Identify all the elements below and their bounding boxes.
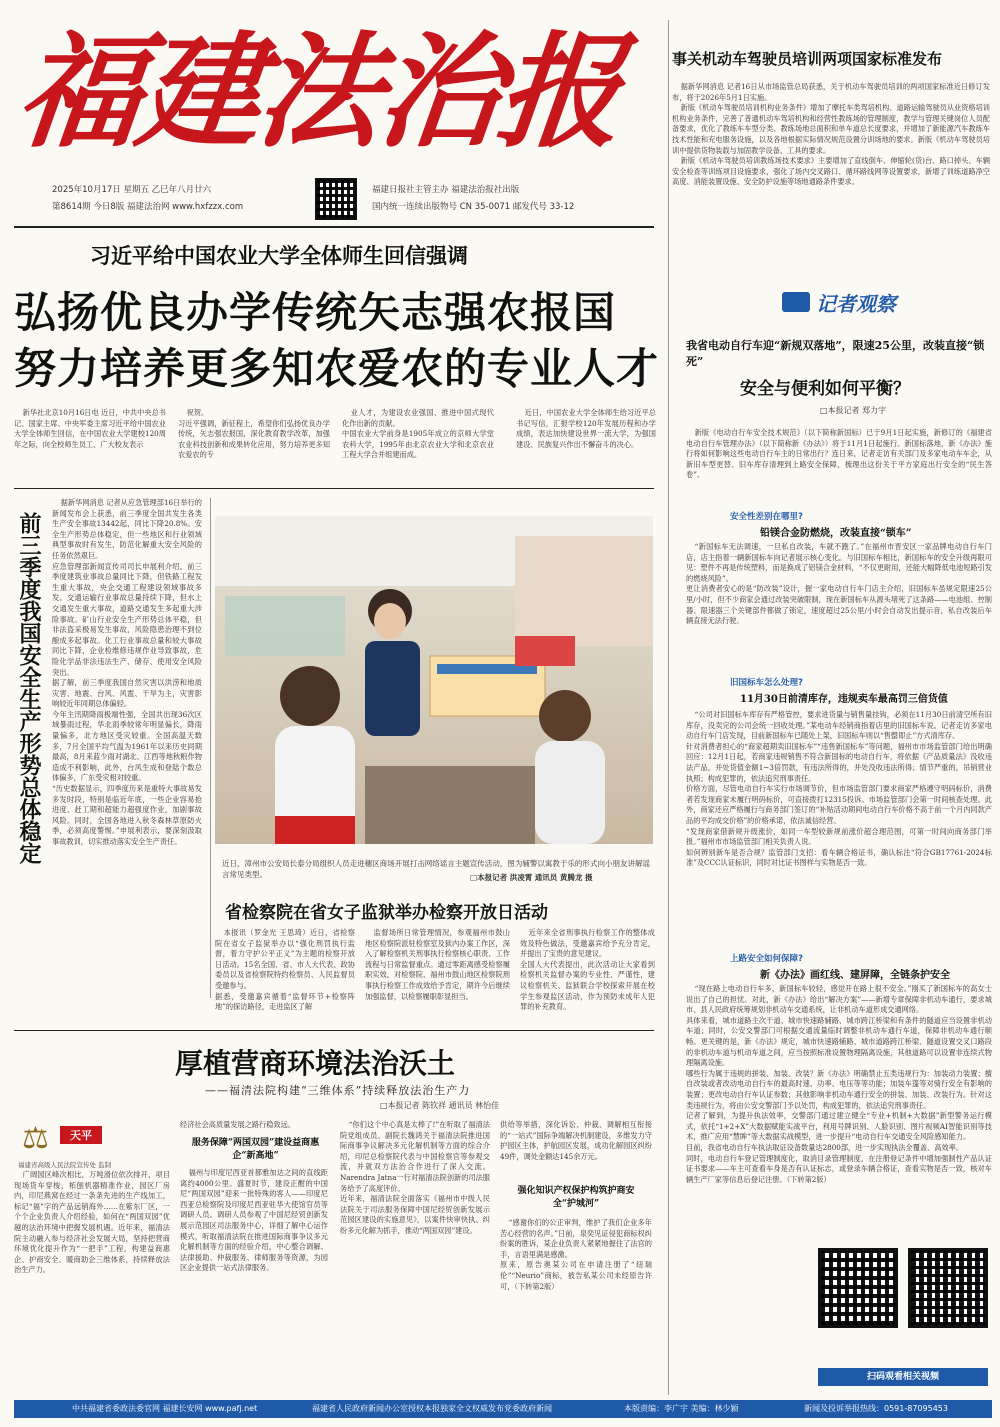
footer-item-hotline: 新闻及投诉举报热线：0591-87095453: [804, 1404, 948, 1413]
procuratorate-col2: 监督场所日常管理情况，参观福州市鼓山地区检察院派驻检察室及狱内办案工作区，深入了解检察机关刑事执行检察核心职责、工作流程与日常监督重点。通过零距离感受检察履职实效，对检察院、福州市鼓山地区检察院刑事执行检察工作成效给予肯定，期许今后继续加强监督，以检察履职彰显担当。: [365, 928, 510, 1001]
procuratorate-col1: 本报讯（罗金光 王思琦）近日，省检察院在省女子监狱举办以“强化刑罚执行监督，着力守护公平正义”为主题的检察开放日活动。15名全国、省、市人大代表、政协委员以及省检察院特约检察员、人民监督员受邀参与。 据悉，受邀嘉宾循着“监督环节+检察阵地”的探访路径，走进监区了解: [215, 928, 355, 1012]
masthead-serial: 国内统一连续出版物号 CN 35-0071 邮发代号 33-12: [372, 202, 575, 212]
safety-body: 据新华网消息 记者从应急管理部16日举行的新闻发布会上获悉，前三季度全国共发生各类生产安全事故13442起，同比下降20.8%。安全生产形势总体稳定，但一些地区和行业领域典型事故时有发生，防范化解重大安全风险的任务依然艰巨。 应急管理部新闻宣传司司长申展利介绍，前三季度建筑业事故总量同比下降，但铁路工程发生重大事故，央企交通工程建设领域事故多发。交通运输行业事故总量持续下降，但水上交通发生重大事故，道路交通发生多起重大涉险事故。矿山行业安全生产形势总体平稳，但非法盗采极易发生事故，风险隐患治理不到位酿成多起事故。化工行业事故总量和较大事故同比下降，企业检维修违规作业导致事故，危险化学品非法违法生产、储存、使用安全风险突出。 据了解，前三季度我国自然灾害以洪涝和地质灾害、地震、台风、风雹、干旱为主，灾害影响较近年同期总体偏轻。 今年主汛期降雨极端性强，全国共出现36次区域暴雨过程，华北雨季较常年明显偏长，降雨量偏多，北方地区受灾较重。全国高温天数多，7月全国平均气温为1961年以来历史同期最高，8月来蓝少雨对湖北、江西等地秋粮作物造成不利影响，此外，台风生成和登陆个数总体偏多，广东受灾相对较重。 “历史数据显示，四季度历来是重特大事故易发多发时段，特别是临近年底，一些企业容易抢进度、赶工期和超能力超强度作业，加剧事故风险。同时，全国各地进入秋冬森林草原防火季，必须高度警惕。”申展利表示，要深刻汲取事故教训，切实推动落实安全生产责任。: [52, 498, 202, 846]
q1-body: “新国标车无法调速，一旦私自改装，车就不跑了。”在福州市晋安区一家品牌电动自行车门店，店主指着一辆新国标车向记者展示核心变化。与旧国标车相比，新国标车的安全升级再限可见：塑件不再是传统塑料，而是换成了铝镁合金材料，“不仅更耐用，还能大幅降低电池短路引发的燃烧风险”。 更让消费者安心的是“防改装”设计，握一家电动自行车门店主介绍，旧国标车虽规定限速25公里/小时，但不少商家会通过改装突破限制，现在新国标车从源头堵死了这条路——电池组、控制器、限速器三个关键部件都做了锁定，速度超过25公里/小时会自动发出提示音，私自改装后车辆直接无法行驶。: [686, 542, 992, 626]
masthead-title: 福建法治报: [10, 20, 626, 165]
reporter-lead-line: 我省电动自行车迎“新规双落地”，限速25公里，改装直接“锁死”: [686, 339, 985, 368]
masthead-rule: [14, 226, 654, 228]
lead-title-line1: 弘扬优良办学传统矢志强农报国: [14, 288, 617, 337]
top-right-body: 据新华网消息 记者16日从市场监管总局获悉，关于机动车驾驶员培训的两项国家标准近日修订发布，将于2026年5月1日实施。 新版《机动车驾驶员培训机构业务条件》增加了摩托车类驾培机构、道路运输驾驶员从业资格培训机构业务条件，完善了普通机动车驾培机构和经营性教练场的管理制度，教学与管理关键岗位人员配备要求，优化了教练车车型分类、教练场地总面积和单车道总长度要求，并增加了新能源汽车教练车技术性能和充电服务设施，以及各地根据实际情况规范设置分训场地的要求。新版《机动车驾驶员培训中提供货物装载与加固教学设备、工具的要求。 新版《机动车驾驶员培训教练场技术要求》主要增加了直线倒车、伸缩轮(货)台、路口掉头、车辆安全检查等训练项目设施要求，强化了场内交叉路口、循环路线网等设置要求，新增了训练道路净空高度、消能装置设施、安全防护设施等场地通路条件要求。: [672, 82, 990, 187]
reporter-credit: □本报记者 郑力宇: [820, 406, 887, 415]
section-rule-mid: [14, 1030, 654, 1031]
top-right-headline: 事关机动车驾驶员培训两项国家标准发布: [672, 50, 943, 68]
tianping-label: 天平: [60, 1126, 102, 1144]
business-sub1: 服务保障“两国双园”建设益商惠企“新高地”: [191, 1138, 320, 1161]
lead-col1: 新华社北京10月16日电 近日，中共中央总书记、国家主席、中央军委主席习近平给中国农业大学全体师生回信，在中国农业大学建校120周年之际，向全校师生员工、广大校友表示: [14, 408, 166, 449]
procuratorate-headline: 省检察院在省女子监狱举办检察开放日活动: [225, 903, 548, 923]
business-col3: 供给等举措，深化诉讼、仲裁、调解相互衔接的“一站式”国际争端解决机制建设，多维发力守护园区主体，护航园区发展，成功化解园区纠纷49件，调处金额达145余万元。: [500, 1120, 652, 1161]
top-right-rule: [668, 20, 669, 1395]
business-headline: 厚植营商环境法治沃土: [175, 1047, 456, 1080]
newspaper-icon: [782, 292, 810, 312]
qr-caption: 扫码观看相关视频: [818, 1368, 988, 1386]
q3-body: “现在路上电动自行车多，新国标车较轻，感觉开在路上很不安全。”刚买了新国标车的高女士说出了自己的担忧。对此，新《办法》给出“解决方案”——新增专章保障非机动车通行，要求城市、县人民政府统筹规划非机动车交通系统，让非机动车道形成交通网络。 具体来看，城市道路主次干道、城市快速路辅路、城市跨江桥梁和有条件的隧道应当设置非机动车道；同时，公安交警部门可根据交通流量临时调整非机动车通行车道，保障非机动车通行顺畅。更关键的是，新《办法》规定，城市快速路辅路、城市道路跨江桥梁、隧道设置交叉口路段的非机动车道与机动车道之间，应当按照标准设置物理隔离设施，其他道路可以设置非连续式物理隔离设施。 哪些行为属于违规的拼装、加装、改装？新《办法》明确禁止五类违规行为：加装动力装置；擅自改装或者改动电动自行车的最高时速、功率、电压等等功能；加装车篷等对骑行安全有影响的装置；更改电动自行车认证参数；其他影响非机动车通行安全的拼装、加装、改装行为。针对这类违规行为，将由公安交警部门予以处罚，构成犯罪的，依法追究刑事责任。 记者了解到，为提升执法效率，交警部门通过建立健全“专业+机制+大数据”新型警务运行模式，依托“1+2+X”大数据赋能实战平台，利用号牌识别、人脸识别、图片视频AI智能识别等技术，推广应用“慧眸”等大数据实战模型，进一步提升“电动自行车交通安全风险感知能力。 目前，我省电动自行车执法取证设备数量达2800部，进一步实现执法全覆盖、高效率。 同时，电动自行车登记管理制度化，取消目录管理制度，在注册登记条件中增加强制性产品认证证书要求——车主可查看车身是否有认证标志，或登录车辆合格证，查看实物是否一致，核对车辆生产厂家等信息后登记注册。（下转第2版）: [686, 984, 992, 1184]
photo-caption: 近日，漳州市公安局长泰分局组织人员走进穗区商场开展打击网络谣言主题宣传活动，图为辅警以寓教于乐的形式向小朋友讲解谣言常见类型。: [222, 859, 650, 879]
q3-label: 上路安全如何保障?: [730, 954, 803, 964]
tianping-body: 广阔园区峰次相比，万吨滑位依次排开，项目现场货车穿梭，柘刨机器精准作业，园区厂房内，印尼燕窝在经过一条条先进的生产线加工，标记“福”字的产品远销海外……在紫东厂区，一个个企业负责人介绍经验，如何在“两国双园”优越的法治环境中把握发展机遇。近年来，福清法院主动融入参与经济社会发展大局，坚持把营商环境优化提升作为“一把手”工程，构建益商惠企、护商安全、暖商助企三维体系，持续释放法治生产力。: [14, 1170, 170, 1275]
reporter-headline: 安全与便利如何平衡？: [740, 379, 910, 399]
qr-code-video-1: [818, 1248, 898, 1328]
qr-code-masthead: [315, 178, 357, 220]
business-col1: 福州与印度尼西亚首都雅加达之间的直线距离约4000公里。盛夏时节，建设正酣的中国尼“两国双园”迎来一批特殊的客人——印度尼西亚总检察院及印度尼西亚驻华大使馆官员等调研人员。调研人员参观了中国尼经贸创新发展示范园区司法服务中心，详细了解中心运作模式，听取福清法院在推进国际商事争议多元化解机制等方面的经验介绍，中心整合调解、法律援助、仲裁服务、律师服务等资源，为园区企业提供一站式法律服务。: [180, 1168, 328, 1273]
q2-label: 旧国标车怎么处理?: [730, 678, 803, 688]
q1-head: 铅镁合金防燃烧，改装直接“锁车”: [760, 528, 912, 539]
safety-headline: 前三季度我国安全生产形势总体稳定: [16, 512, 42, 864]
reporter-intro: 新版《电动自行车安全技术规范》（以下简称新国标）已于9月1日起实施，新修订的《福建省电动自行车管理办法》（以下简称新《办法》）将于11月1日起施行。新国标落地，新《办法》施行将如何影响这些电动自行车主的日常出行？连日来，记者走访有关部门及多家电动车车企，从新旧车型更替、旧车库存清理到上路安全保障，梳理出这份关于平方家庭出行安全的“民生答卷”。: [686, 428, 992, 480]
lead-col2: 祝贺。 习近平强调，新征程上，希望你们弘扬优良办学传统，矢志强农报国，深化教育教学改革，加强农业科技创新和成果转化应用，努力培养更多知农爱农的专: [178, 408, 330, 460]
lead-title-line2: 努力培养更多知农爱农的专业人才: [14, 344, 660, 393]
q1-label: 安全性差别在哪里?: [730, 512, 803, 522]
masthead-sponsor: 福建日报社主管主办 福建法治报社出版: [372, 185, 520, 195]
q2-head: 11月30日前清库存，违规卖车最高罚三倍货值: [740, 694, 948, 705]
tianping-sub: 福建省高级人民法院宣传处 监制: [18, 1161, 112, 1169]
footer-bar: [14, 1400, 992, 1418]
lead-rule: [14, 488, 654, 489]
lead-kicker: 习近平给中国农业大学全体师生回信强调: [90, 243, 468, 268]
business-sub2: 强化知识产权保护构筑护商安全“护城河”: [517, 1186, 635, 1209]
photo-police-children: [215, 516, 653, 844]
masthead-date: 2025年10月17日 星期五 乙巳年八月廿六: [52, 185, 212, 195]
business-credit: □本报记者 陈钦祥 通讯员 林怡佳: [380, 1101, 500, 1110]
footer-item-editor: 本版责编：李广宇 美编：林少颖: [624, 1404, 739, 1413]
reporter-badge: [782, 288, 922, 316]
business-col4: “感谢你们的公正审判，维护了我们企业多年苦心经营的名声。”日前，泉奕见证侵犯商标权纠纷案的胜诉，某企业负责人紧紧地握住了法官的手，言语里满是感激。 原来，原告奥某公司在申请注册了“纽瑞伦”“Neurio”商标，被告私某公司未经原告许可，（下转第2版）: [500, 1218, 652, 1291]
footer-item-site: 中共福建省委政法委官网 福建长安网 www.pafj.net: [72, 1404, 258, 1413]
business-subhead: ——福清法院构建“三维体系”持续释放法治生产力: [205, 1084, 471, 1097]
lead-col4: 近日，中国农业大学全体师生给习近平总书记写信，汇报学校120年发展历程和办学成绩，表达加快建设世界一流大学，为强国建设、民族复兴作出不懈奋斗的决心。: [516, 408, 656, 449]
q3-head: 新《办法》画红线、建屏障，全链条护安全: [760, 970, 950, 981]
lead-col3: 业人才，为建设农业强国、推进中国式现代化作出新的贡献。 中国农业大学前身是1905年成立的京师大学堂农科大学，1995年由北京农业大学和北京农业工程大学合并组建而成。: [342, 408, 494, 460]
qr-code-video-2: [908, 1248, 988, 1328]
q2-body: “公司对旧国标车库存有严格管控，要求进货量与销售量挂钩，必须在11月30日前清空所有旧库存，没卖完的公司会统一回收处理。”某电动车经销商指着店里的旧国标车说。记者走访多家电动自行车门店发现，目前新国标车已随处上架，旧国标车则以“售罄即止”方式清库存。 针对消费者担心的“商家超期卖旧国标车”“违售新国标车”等问题，福州市市场监管部门给出明确回应：12月1日起，若商家违规销售不符合新国标的电动自行车，将依据《产品质量法》没收违法产品，并处货值金额1~3倍罚款，有违法所得的，并处没收违法所得；情节严重的，吊销营业执照；构成犯罪的，依法追究刑事责任。 价格方面，尽管电动自行车实行市场调节价，但市场监管部门要求商家严格遵守明码标价，消费者若发现商家未履行明码标价，可直接拨打12315投诉。市场监管部门会第一时间核查处理。此外，商家还应严格履行与商务部门签订的“补贴活动期间电动自行车价格不高于前一个月内同款产品的平均成交价格”的价格承诺，依法诚信经营。 “发现商家借新规升级涨价，如同一车型较新规前涨价超合理范围，可第一时间向商务部门举报。”福州市市场监管部门相关负责人说。 如何辨别新车是否合规？监管部门支招：看车辆合格证书，确认标注“符合GB17761-2024标准”及CCC认证标识，同时对比证书图样与实物是否一致。: [686, 710, 992, 868]
procuratorate-col3: 近年来全省刑事执行检察工作的整体成效及特色做法，受邀嘉宾给予充分肯定，并提出了宝贵的意见建议。 全国人大代表提出，此次活动让大家看到检察机关监督办案的专业性、严谨性，建议检察机关、监狱联合学校探索开展在校学生参观监区活动，作为预防未成年人犯罪的补充教育。: [520, 928, 655, 1012]
business-col2: “你们这个中心真是太棒了!”在听取了福清法院党组成员、副院长魏鸿关于福清法院推进国际商事争议解决多元化解机制等方面的综合介绍，印尼总检察院代表与中国检察官等参观交流，并就双方法治合作进行了深入交流。Narendra Jatna一行对福清法院创新的司法服务给予了高度评价。 近年来，福清法院全面落实《福州市中级人民法院关于司法服务保障中国尼经贸创新发展示范园区建设的实施意见》，以案件快审快执、纠纷多元化解为抓手，推动“两国双园”建设。: [340, 1120, 490, 1235]
footer-item-authorized: 福建省人民政府新闻办公室授权本报独家全文权威发布党委政府新闻: [312, 1404, 552, 1413]
photo-credit: □本报记者 洪凌霄 通讯员 黄腾龙 摄: [470, 873, 593, 882]
business-intro: 经济社会高质量发展之路行稳致远。: [180, 1120, 296, 1129]
reporter-column-label: 记者观察: [816, 292, 896, 316]
scales-icon: ⚖: [22, 1121, 49, 1156]
safety-vrule: [210, 498, 211, 998]
masthead-issue: 第8614期 今日8版 福建法治网 www.hxfzzx.com: [52, 202, 244, 212]
